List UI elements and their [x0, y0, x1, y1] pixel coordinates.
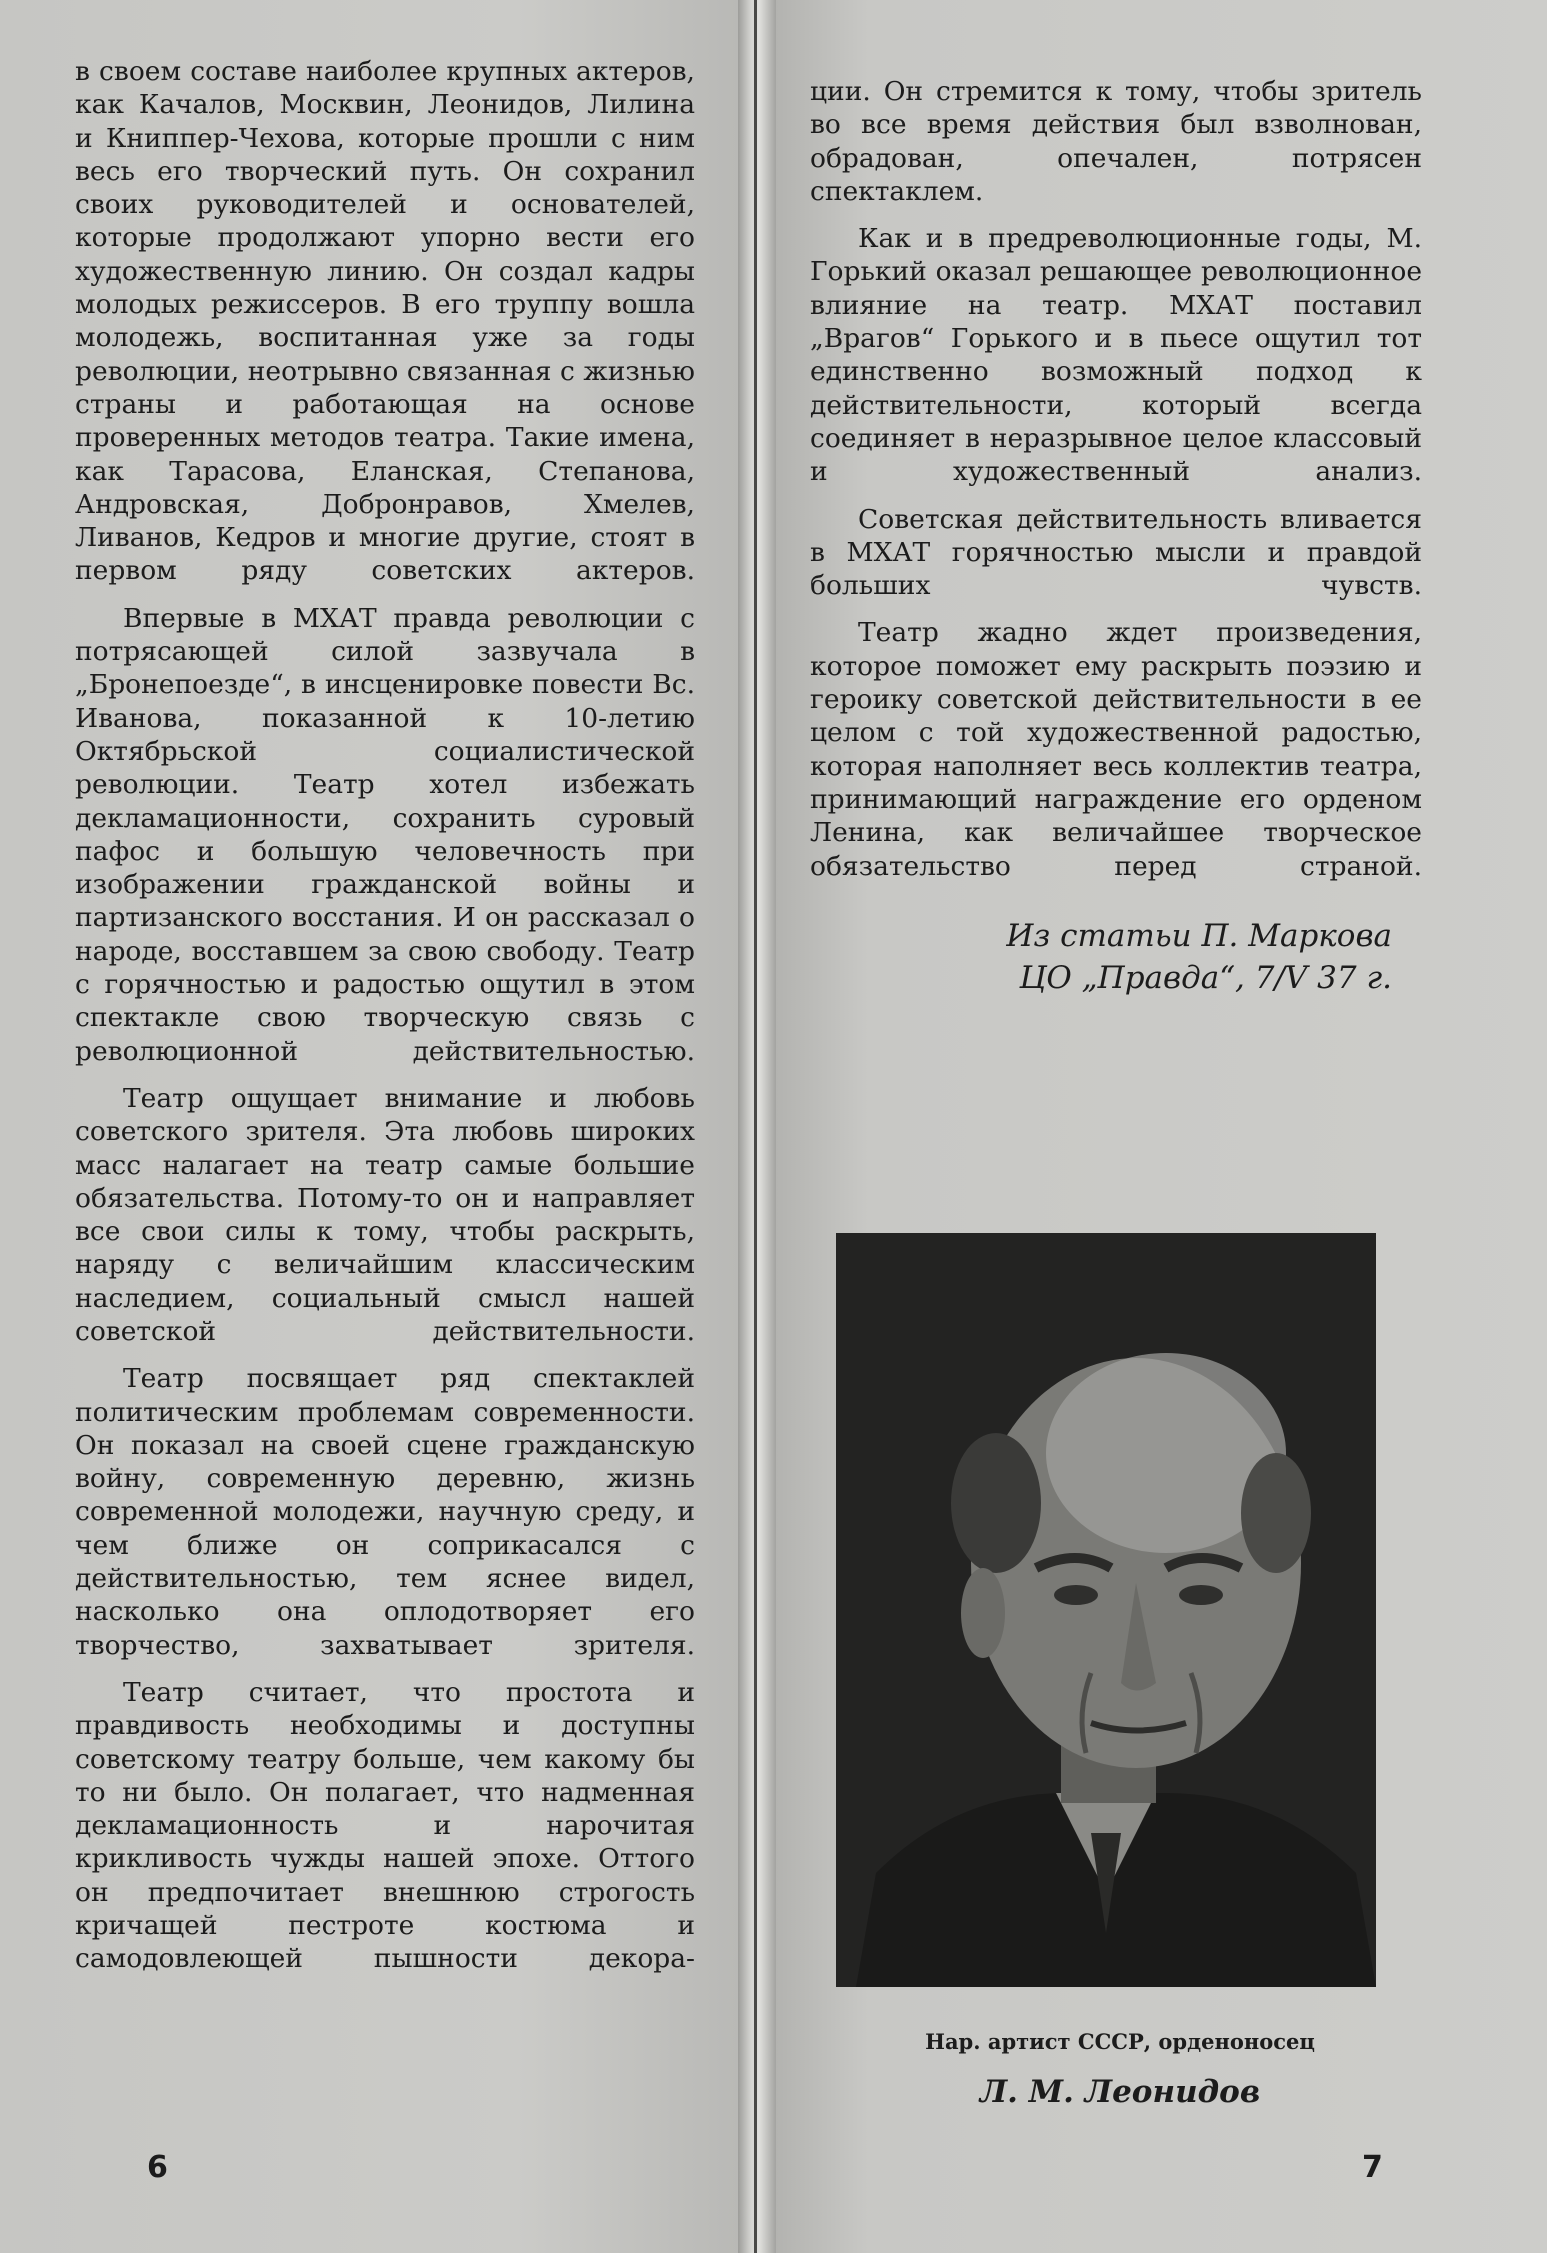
photo-caption-title: Нар. артист СССР, орденоносец — [925, 2029, 1315, 2054]
page-number-right: 7 — [1362, 2150, 1383, 2185]
portrait-silhouette — [836, 1233, 1376, 1987]
gutter-fold-line — [754, 0, 757, 2253]
left-paragraph-3: Театр ощущает внимание и любовь советского зрителя. Эта любовь широких масс налагает на театр самые большие обязательства. Потому-то он и направляет все свои силы к тому, чтобы раскрыть, наряду с величайшим классическим наследием, социальный смысл нашей советской действительности. — [75, 1082, 695, 1347]
left-paragraph-4: Театр посвящает ряд спектаклей политическим проблемам современности. Он показал на своей сцене гражданскую войну, современную деревню, жизнь современной молодежи, научную среду, и чем ближе он соприкасался с действительностью, тем яснее видел, насколько она оплодотворяет его творчество, захватывает зрителя. — [75, 1363, 695, 1661]
book-gutter — [738, 0, 776, 2253]
right-text-column — [810, 75, 1422, 999]
left-paragraph-2: Впервые в МХАТ правда революции с потрясающей силой зазвучала в „Бронепоезде“, в инсценировке повести Вс. Иванова, показанной к 10-летию Октябрьской социалистической революции. Театр хотел избежать декламационности, сохранить суровый пафос и большую человечность при изображении гражданской войны и партизанского восстания. И он рассказал о народе, восставшем за свою свободу. Театр с горячностью и радостью ощутил в этом спектакле свою творческую связь с революционной действительностью. — [75, 602, 695, 1067]
portrait-photo — [836, 1233, 1376, 1987]
left-paragraph-1: в своем составе наиболее крупных актеров, как Качалов, Москвин, Леонидов, Лилина и Книппер-Чехова, которые прошли с ним весь его творческий путь. Он сохранил своих руководителей и основателей, которые продолжают упорно вести его художественную линию. Он создал кадры молодых режиссеров. В его труппу вошла молодежь, воспитанная уже за годы революции, неотрывно связанная с жизнью страны и работающая на основе проверенных методов театра. Такие имена, как Тарасова, Еланская, Степанова, Андровская, Добронравов, Хмелев, Ливанов, Кедров и многие другие, стоят в первом ряду советских актеров. — [75, 56, 695, 587]
page-number-left: 6 — [147, 2150, 168, 2185]
right-paragraph-3: Советская действительность вливается в МХАТ горячностью мысли и правдой больших чувств. — [810, 503, 1422, 602]
right-paragraph-1: ции. Он стремится к тому, чтобы зритель во все время действия был взволнован, обрадован, опечален, потрясен спектаклем. — [810, 76, 1422, 207]
right-paragraph-4: Театр жадно ждет произведения, которое поможет ему раскрыть поэзию и героику советской действительности в ее целом с той художественной радостью, которая наполняет весь коллектив театра, принимающий награждение его орденом Ленина, как величайшее творческое обязательство перед страной. — [810, 617, 1422, 882]
photo-caption-name: Л. М. Леонидов — [979, 2074, 1261, 2110]
left-text-column — [75, 55, 695, 1990]
source-author: Из статьи П. Маркова — [1006, 917, 1392, 954]
left-paragraph-5: Театр считает, что простота и правдивость необходимы и доступны советскому театру больше, чем какому бы то ни было. Он полагает, что надменная декламационность и нарочитая крикливость чужды нашей эпохе. Оттого он предпочитает внешнюю строгость кричащей пестроте костюма и самодовлеющей пышности декора- — [75, 1676, 695, 1975]
article-source — [810, 915, 1422, 999]
source-publication: ЦО „Правда“, 7/V 37 г. — [1019, 959, 1392, 996]
right-paragraph-2: Как и в предреволюционные годы, М. Горький оказал решающее революционное влияние на театр. МХАТ поставил „Врагов“ Горького и в пьесе ощутил тот единственно возможный подход к действительности, который всегда соединяет в неразрывное целое классовый и художественный анализ. — [810, 223, 1422, 488]
